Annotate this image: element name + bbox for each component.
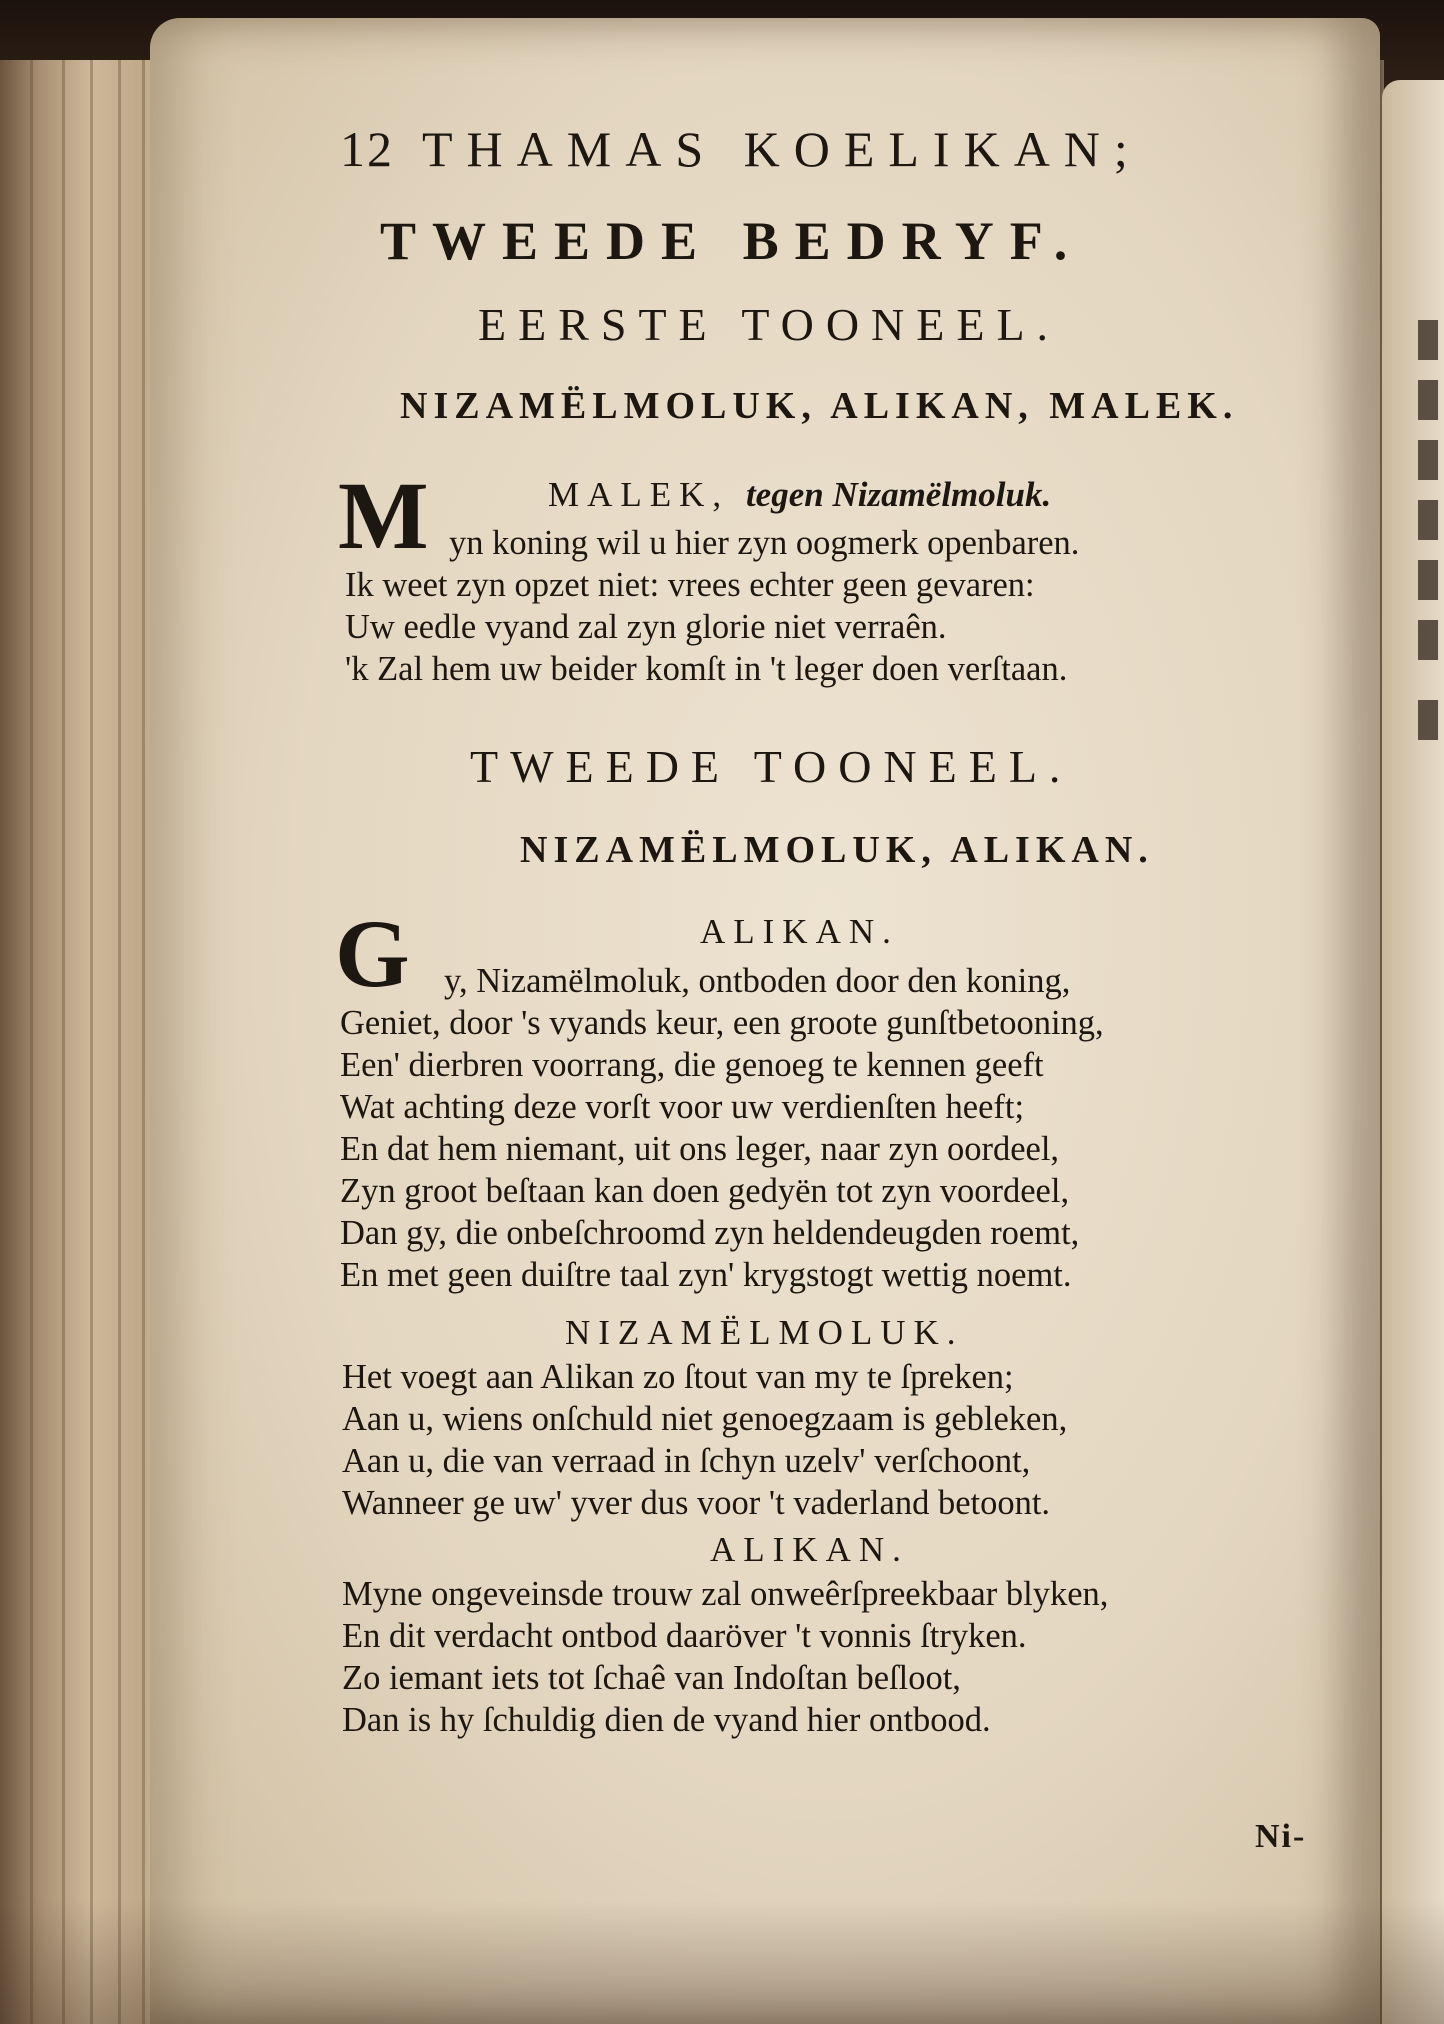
speaker-name: ALIKAN. bbox=[700, 912, 899, 951]
bottom-shadow bbox=[0, 1900, 1444, 2024]
facing-page bbox=[1382, 80, 1444, 2024]
verse-line: Zyn groot beſtaan kan doen gedyën tot zyn voordeel, bbox=[340, 1172, 1070, 1210]
verse-block bbox=[340, 960, 1104, 1296]
verse-line: yn koning wil u hier zyn oogmerk openbaren. bbox=[449, 524, 1080, 562]
drop-capital: G bbox=[335, 900, 410, 1007]
cast-list: NIZAMËLMOLUK, ALIKAN, MALEK. bbox=[400, 385, 1239, 427]
running-title: THAMAS KOELIKAN; bbox=[422, 121, 1142, 177]
speaker-name: MALEK, bbox=[548, 475, 730, 514]
verse-block bbox=[342, 1573, 1108, 1741]
cast-list: NIZAMËLMOLUK, ALIKAN. bbox=[520, 829, 1154, 871]
drop-capital: M bbox=[338, 462, 429, 569]
stage-direction: tegen Nizamëlmoluk. bbox=[745, 475, 1052, 514]
verse-block bbox=[345, 522, 1079, 690]
verse-line: Wanneer ge uw' yver dus voor 't vaderland betoont. bbox=[342, 1484, 1051, 1522]
verse-line: En dit verdacht ontbod daaröver 't vonnis ſtryken. bbox=[342, 1617, 1027, 1655]
verse-line: Dan is hy ſchuldig dien de vyand hier ontbood. bbox=[342, 1701, 991, 1739]
verse-block bbox=[342, 1356, 1067, 1524]
verse-line: Een' dierbren voorrang, die genoeg te kennen geeft bbox=[340, 1046, 1044, 1084]
verse-line: y, Nizamëlmoluk, ontboden door den koning, bbox=[444, 962, 1071, 1000]
speaker-name: NIZAMËLMOLUK. bbox=[565, 1313, 964, 1352]
catchword: Ni- bbox=[1255, 1818, 1307, 1855]
speaker-heading bbox=[548, 475, 1051, 515]
verse-line: En dat hem niemant, uit ons leger, naar zyn oordeel, bbox=[340, 1130, 1060, 1168]
verse-line: Myne ongeveinsde trouw zal onweêrſpreekbaar blyken, bbox=[342, 1575, 1109, 1613]
verse-line: Zo iemant iets tot ſchaê van Indoſtan beſloot, bbox=[342, 1659, 961, 1697]
verse-line: 'k Zal hem uw beider komſt in 't leger doen verſtaan. bbox=[345, 650, 1068, 688]
verse-line: Aan u, wiens onſchuld niet genoegzaam is gebleken, bbox=[342, 1400, 1068, 1438]
verse-line: Aan u, die van verraad in ſchyn uzelv' verſchoont, bbox=[342, 1442, 1031, 1480]
verse-line: Geniet, door 's vyands keur, een groote gunſtbetooning, bbox=[340, 1004, 1104, 1042]
verse-line: Het voegt aan Alikan zo ſtout van my te ſpreken; bbox=[342, 1358, 1014, 1396]
verse-line: Dan gy, die onbeſchroomd zyn heldendeugden roemt, bbox=[340, 1214, 1080, 1252]
scene-title: EERSTE TOONEEL. bbox=[478, 299, 1061, 350]
scene-title: TWEEDE TOONEEL. bbox=[470, 741, 1073, 792]
running-header bbox=[340, 120, 1142, 178]
page-number: 12 bbox=[340, 121, 394, 177]
speaker-name: ALIKAN. bbox=[710, 1530, 909, 1569]
verse-line: Wat achting deze vorſt voor uw verdienſten heeft; bbox=[340, 1088, 1025, 1126]
verse-line: En met geen duiſtre taal zyn' krygstogt wettig noemt. bbox=[340, 1256, 1072, 1294]
verse-line: Uw eedle vyand zal zyn glorie niet verraên. bbox=[345, 608, 947, 646]
act-title: TWEEDE BEDRYF. bbox=[380, 211, 1084, 271]
verse-line: Ik weet zyn opzet niet: vrees echter geen gevaren: bbox=[345, 566, 1035, 604]
